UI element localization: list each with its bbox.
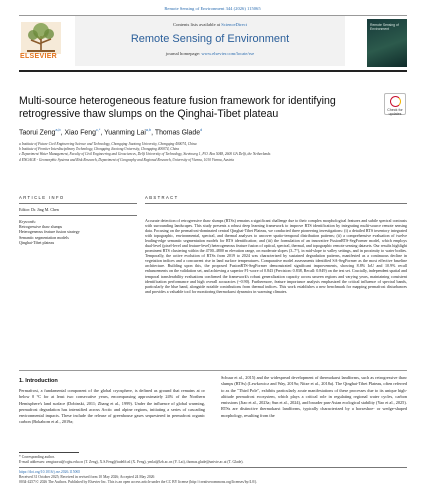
- author-name[interactable]: Taorui Zeng: [19, 129, 56, 137]
- footnote-rule: [19, 452, 79, 453]
- article-info-body: [19, 207, 137, 245]
- author-name[interactable]: Thomas Glade: [154, 129, 201, 137]
- keyword-item[interactable]: Semantic segmentation models: [19, 234, 69, 240]
- author-affil-marker[interactable]: a,b: [145, 128, 152, 132]
- abstract-end-rule: [19, 370, 407, 371]
- editor-rule: [19, 215, 137, 216]
- abstract-body: Accurate detection of retrogressive thaw slumps (RTSs) remains a significant challenge due to their complex morphological features and subtle spectral contrasts with surrounding landscapes. This study presents a robust deep learning framework to improve RTS identification by integrating multi-source remote sensing data. Focusing on the permafrost-dominated central Qinghai-Tibet Plateau, we conducted three pioneering investigations: (i) a detailed RTS inventory integrated with topographic, environmental, spectral, and thermal analyses to uncover spatio-temporal distribution patterns; (ii) a comprehensive evaluation of twelve leading-edge semantic segmentation models for RTS identification; and (iii) the formulation of an innovative FusionRTS-SegFormer model, which employs dual-level (pixel-level and feature-level) heterogeneous feature fusion of optical, spectral, thermal, and topographic remote sensing datasets. Our results highlight prominent RTS clustering within the 4700–4800 m elevation range, on moderate slopes (3–7°), in mid-slope to valley settings, and in proximity to water bodies. Temporally, the active evolution of RTSs from 2019 to 2024 was characterized by sustained degradation patterns, manifested as a continuous decline in vegetation indices and a concurrent rise in land surface temperatures. Comparative model assessments identified SA-SegFormer as the most effective baseline architecture. Building upon this, the proposed FusionRTS-SegFormer demonstrated significant improvements, showing 8.8% IoU and 10.9% recall enhancements on the validation set, and achieving a superior F1-score of 0.843 (Precision: 0.838, Recall: 0.849) on the test set. Crucially, independent spatial and temporal transferability evaluations confirmed the framework's robust generalization capacity across unseen regions and varying years, maintaining consistent identification performance and high overall accuracies (~0.90). Furthermore, feature importance analysis emphasized the critical influence of spectral bands, particularly the blue band, alongside notable contributions from thermal indices. This work establishes a new benchmark for mapping permafrost disturbances and provides a valuable tool for monitoring thermokarst dynamics in warming climates.: [145, 218, 407, 294]
- received-dates: Received 31 October 2025; Received in revised form 10 May 2026; Accepted 24 May 2026: [19, 474, 155, 479]
- journal-masthead: [19, 15, 407, 68]
- cover-title: Remote Sensing of Environment: [370, 23, 399, 32]
- contents-line: [75, 22, 345, 27]
- doi-link[interactable]: https://doi.org/10.1016/j.rse.2026.115065: [19, 469, 81, 474]
- journal-cover-thumbnail[interactable]: [367, 19, 407, 67]
- homepage-line: [75, 51, 345, 56]
- journal-title[interactable]: Remote Sensing of Environment: [130, 33, 290, 45]
- author-name[interactable]: Xiao Feng: [64, 129, 96, 137]
- masthead-rule: [19, 70, 407, 72]
- abstract-rule: [145, 203, 407, 204]
- top-reference[interactable]: Remote Sensing of Environment 344 (2026) 115065: [164, 6, 261, 11]
- author-list: Taorui Zeng$^{a,b}$, Xiao Feng$^{c,*}$, Yuanming Lai$^{a,b}$, Thomas Glade$^d$: [19, 128, 203, 137]
- author-name[interactable]: Yuanming Lai: [104, 129, 146, 137]
- author-affil-marker[interactable]: c,*: [95, 128, 101, 132]
- affiliations: [19, 142, 407, 163]
- email-addresses[interactable]: E-mail addresses: zengtaorui@cqjtu.edu.cn (T. Zeng), X.S.Feng@tudelft.nl (X. Feng), ymlai@lzb.ac.cn (Y. Lai), thomas.glade@univie.ac.at (T. Glade).: [19, 460, 244, 464]
- check-updates-badge[interactable]: [384, 93, 406, 115]
- publisher-logo-text: ELSEVIER: [20, 53, 58, 60]
- keywords-heading: Keywords:: [19, 218, 37, 224]
- masthead-center: [75, 16, 345, 66]
- affiliation: b Institute of Frontier Interdisciplinary Technology, Chongqing Jiaotong University, Chongqing 400074, China: [19, 147, 180, 152]
- affiliation: a Institute of Future Civil Engineering Science and Technology, Chongqing Jiaotong University, Chongqing 400074, China: [19, 142, 197, 146]
- article-info-heading: ARTICLE INFO: [19, 195, 65, 200]
- affiliation: d ENGAGE - Geomorphic Systems and Risk Research, Department of Geography and Regional Research, University of Vienna, 1010 Vienna, Austria: [19, 157, 235, 162]
- author-affil-marker[interactable]: a,b: [55, 128, 61, 132]
- homepage-link[interactable]: www.elsevier.com/locate/rse: [201, 51, 255, 56]
- keyword-item[interactable]: Qinghai-Tibet plateau: [19, 240, 55, 246]
- article-title: Multi-source heterogeneous feature fusion framework for identifying retrogressive thaw slumps on the Qinghai-Tibet plateau: [19, 95, 336, 120]
- footer-rule: [19, 467, 407, 468]
- homepage-prefix: journal homepage:: [165, 51, 202, 56]
- introduction-column-left: Permafrost, a fundamental component of the global cryosphere, is defined as ground that remains at or below 0 °C for at least two consecutive years, encompassing approximately 24% of the Northern Hemisphere's land surface (Dobinski, 2011; Zhang et al., 1999). Under the influence of global warming, permafrost degradation has intensified across Arctic and alpine regions, initiating a series of cascading environmental impacts. These include the release of greenhouse gases sequestered in permafrost organic carbon (Bokaborn et al., 2019a;: [19, 388, 205, 425]
- introduction-column-right: Schuur et al., 2015) and the widespread development of thermokarst landforms, such as retrogressive thaw slumps (RTSs) (Lewkowicz and Way, 2019a; Nitze et al., 2018a). The Qinghai-Tibet Plateau, often referred to as the "Third Pole", exhibits particularly acute manifestations of these processes due to its unique high-altitude permafrost ecosystem, which plays a critical role in regulating regional water cycles, carbon emissions (Jiao et al., 2023a; Sun et al., 2024), and broader pan-Asian ecological stability (Yao et al., 2025). RTSs are distinctive thermokarst landforms, typically characterized by a horseshoe- or wedge-shaped morphology, resulting from the: [221, 375, 407, 418]
- affiliation: c Department Water Management, Faculty of Civil Engineering and Geosciences, Delft University of Technology, Stevinweg 1, P.O. Box 5048, 2600 GA Delft, the Netherlands: [19, 152, 271, 157]
- check-updates-label: Check for updates: [387, 108, 403, 116]
- contents-prefix: Contents lists available at: [173, 22, 222, 27]
- corresponding-note: * Corresponding author.: [19, 455, 55, 459]
- author-affil-marker[interactable]: d: [200, 128, 203, 132]
- article-info-rule: [19, 203, 137, 204]
- editor-line: Editor: Dr. Jing M. Chen: [19, 207, 59, 212]
- keyword-item[interactable]: Retrogressive thaw slumps: [19, 224, 63, 230]
- sciencedirect-link[interactable]: ScienceDirect: [221, 22, 247, 27]
- page-footer: [19, 455, 407, 485]
- update-ring-icon: [390, 96, 401, 107]
- abstract-heading: ABSTRACT: [145, 195, 179, 200]
- copyright-line: 0034-4257/© 2026 The Authors. Published by Elsevier Inc. This is an open access article under the CC BY license (http://creativecommons.org/licenses/by/4.0/).: [19, 479, 258, 484]
- keyword-item[interactable]: Heterogeneous feature fusion strategy: [19, 229, 80, 235]
- introduction-heading: 1. Introduction: [19, 378, 58, 384]
